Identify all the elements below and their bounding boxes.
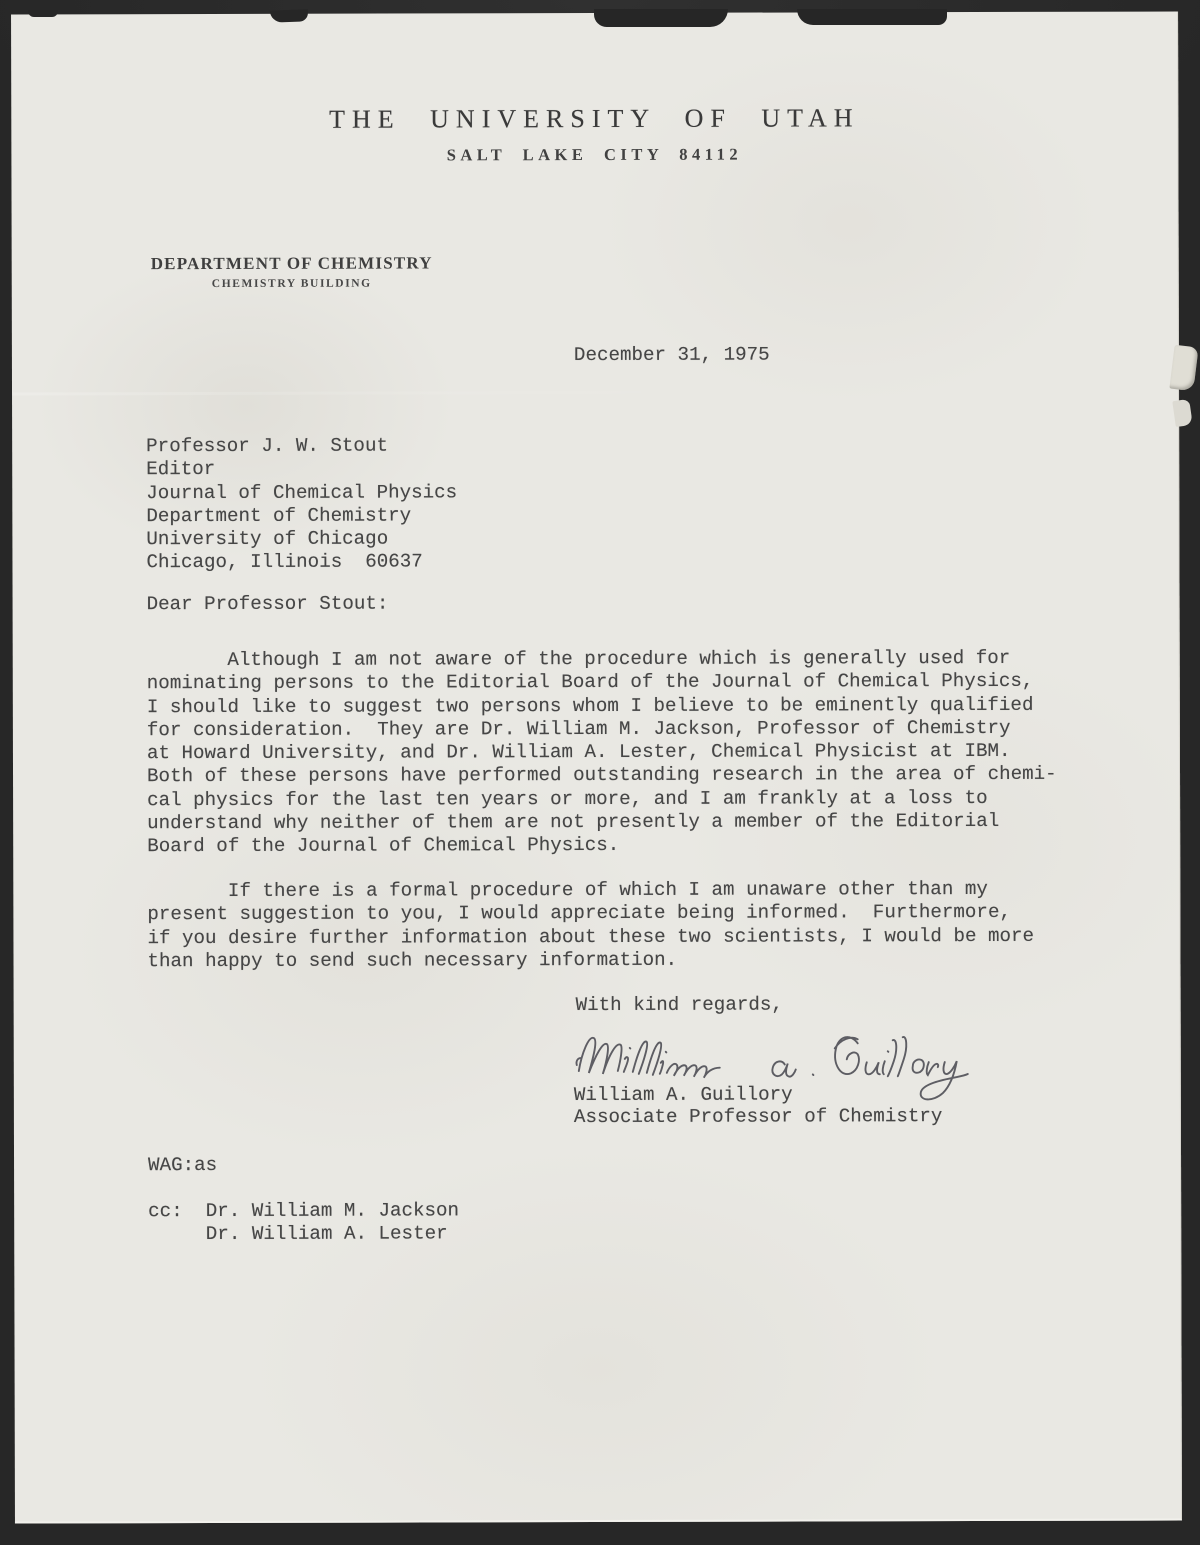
paper-edge-notch: [270, 9, 308, 22]
text-line: present suggestion to you, I would appreciate being informed. Furthermore,: [147, 901, 1011, 926]
department-name: DEPARTMENT OF CHEMISTRY: [150, 253, 433, 274]
text-line: Both of these persons have performed outstanding research in the area of chemi-: [146, 763, 1057, 788]
letter-paper: [11, 11, 1182, 1523]
building-name: CHEMISTRY BUILDING: [211, 277, 372, 291]
text-line: cc: Dr. William M. Jackson: [148, 1199, 460, 1223]
text-line: Editor: [146, 458, 216, 481]
text-line: Journal of Chemical Physics: [146, 480, 458, 504]
text-line: at Howard University, and Dr. William A. Lester, Chemical Physicist at IBM.: [146, 740, 1011, 765]
text-line: Chicago, Illinois 60637: [146, 550, 423, 574]
text-line: If there is a formal procedure of which I am unaware other than my: [147, 877, 988, 903]
valediction: With kind regards,: [575, 993, 783, 1017]
letterhead-city-line: SALT LAKE CITY 84112: [446, 144, 743, 165]
date-line: December 31, 1975: [573, 343, 770, 367]
paper-edge-notch: [797, 9, 947, 25]
paper-tear: [1169, 345, 1198, 392]
text-line: Department of Chemistry: [146, 504, 412, 528]
crease-line: [12, 391, 712, 396]
cc-list: [148, 1199, 459, 1246]
signer-title: Associate Professor of Chemistry: [573, 1105, 943, 1129]
salutation: Dear Professor Stout:: [146, 592, 389, 616]
text-line: Although I am not aware of the procedure which is generally used for: [146, 646, 1011, 672]
body-paragraph-1: [147, 647, 1057, 859]
text-line: I should like to suggest two persons whom I believe to be eminently qualified: [146, 693, 1034, 718]
text-line: if you desire further information about these two scientists, I would be more: [147, 924, 1035, 949]
text-line: understand why neither of them are not presently a member of the Editorial: [147, 810, 1000, 835]
paper-edge-notch: [594, 9, 728, 27]
paper-tear: [1172, 399, 1192, 427]
recipient-address: [146, 434, 457, 575]
paper-edge-notch: [28, 10, 58, 17]
typist-reference: WAG:as: [148, 1153, 218, 1177]
text-line: Professor J. W. Stout: [146, 434, 388, 458]
letterhead-department-block: [151, 253, 433, 290]
body-paragraph-2: [147, 878, 1034, 974]
text-line: Board of the Journal of Chemical Physics.: [147, 834, 620, 858]
text-line: nominating persons to the Editorial Board of the Journal of Chemical Physics,: [146, 670, 1034, 695]
text-line: University of Chicago: [146, 527, 389, 551]
text-line: for consideration. They are Dr. William M. Jackson, Professor of Chemistry: [146, 716, 1011, 742]
signer-name: William A. Guillory: [573, 1083, 793, 1107]
text-line: than happy to send such necessary information.: [147, 948, 678, 973]
text-line: Dr. William A. Lester: [148, 1222, 448, 1246]
letterhead-institution: THE UNIVERSITY OF UTAH: [329, 103, 860, 134]
text-line: cal physics for the last ten years or more, and I am frankly at a loss to: [147, 786, 988, 811]
